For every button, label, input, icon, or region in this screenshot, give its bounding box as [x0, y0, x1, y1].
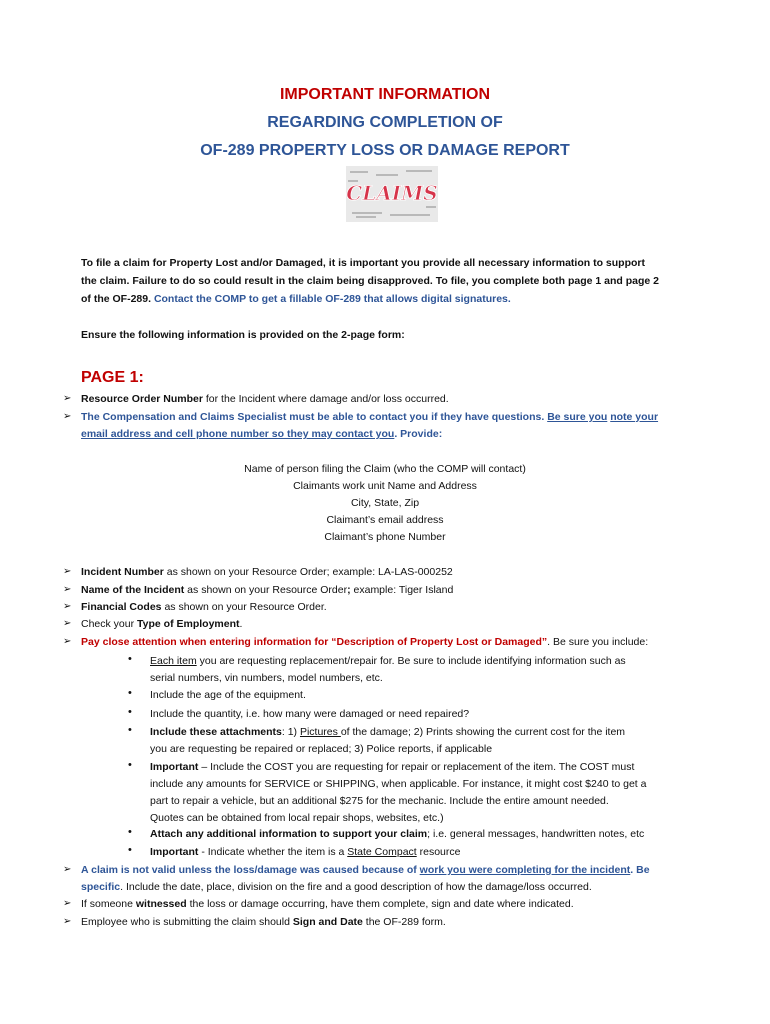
bullet-icon: • — [128, 724, 132, 736]
arrow-bullet-icon: ➢ — [63, 636, 72, 647]
intro-line-2: the claim. Failure to do so could result in the claim being disapproved. To file, you complete both page 1 and page 2 — [81, 275, 659, 287]
arrow-bullet-icon: ➢ — [63, 584, 72, 595]
sub-age: Include the age of the equipment. — [150, 689, 306, 701]
claims-logo — [346, 166, 438, 222]
intro-line-3a: of the OF-289. — [81, 293, 152, 305]
arrow-bullet-icon: ➢ — [63, 864, 72, 875]
item-witness: If someone witnessed the loss or damage occurring, have them complete, sign and date where indicated. — [81, 898, 574, 910]
item-claim-valid: A claim is not valid unless the loss/damage was caused because of work you were completing for the incident. Be specific. Include the date, place, division on the fire and a good description of how the damage/loss occurred. — [81, 864, 650, 893]
arrow-bullet-icon: ➢ — [63, 393, 72, 404]
provide-work-unit: Claimants work unit Name and Address — [293, 480, 477, 492]
item-incident-name: Name of the Incident as shown on your Resource Order; example: Tiger Island — [81, 584, 454, 596]
item-resource-order: Resource Order Number for the Incident where damage and/or loss occurred. — [81, 393, 449, 405]
intro-line-3 — [81, 290, 691, 308]
arrow-bullet-icon: ➢ — [63, 618, 72, 629]
bullet-icon: • — [128, 687, 132, 699]
sub-quantity: Include the quantity, i.e. how many were damaged or need repaired? — [150, 708, 470, 720]
sub-cost: Important – Include the COST you are requesting for repair or replacement of the item. The COST must include any amounts for SERVICE or SHIPPING, when applicable. For instance, it might cost $240 to get a part to repair a vehicle, but an additional $275 for the mechanic. Include the entire amount needed. Quotes can be obtained from local repair shops, websites, etc.) — [150, 761, 647, 824]
title-line-1: IMPORTANT INFORMATION — [279, 86, 491, 103]
sub-attachments: Include these attachments: 1) Pictures of the damage; 2) Prints showing the current cost for the item you are requesting be repaired or replaced; 3) Police reports, if applicable — [150, 726, 626, 755]
page1-heading: PAGE 1: — [81, 369, 144, 386]
ensure-text: Ensure the following information is provided on the 2-page form: — [81, 329, 405, 341]
bullet-icon: • — [128, 844, 132, 856]
provide-email: Claimant’s email address — [326, 514, 444, 526]
sub-additional-info: Attach any additional information to support your claim; i.e. general messages, handwritten notes, etc — [150, 828, 645, 840]
item-employment-type: Check your Type of Employment. — [81, 618, 243, 630]
arrow-bullet-icon: ➢ — [63, 601, 72, 612]
arrow-bullet-icon: ➢ — [63, 898, 72, 909]
intro-paragraph — [81, 254, 691, 308]
intro-line-1: To file a claim for Property Lost and/or Damaged, it is important you provide all necessary information to support — [81, 257, 645, 269]
provide-city: City, State, Zip — [350, 497, 420, 509]
provide-name: Name of person filing the Claim (who the COMP will contact) — [244, 463, 526, 475]
provide-phone: Claimant’s phone Number — [324, 531, 446, 543]
arrow-bullet-icon: ➢ — [63, 411, 72, 422]
item-incident-number: Incident Number as shown on your Resource Order; example: LA-LAS-000252 — [81, 566, 453, 578]
item-contact-info: The Compensation and Claims Specialist must be able to contact you if they have questions. Be sure you note your email address and cell phone number so they may contact you. Provide: — [81, 411, 659, 440]
item-sign-date: Employee who is submitting the claim should Sign and Date the OF-289 form. — [81, 916, 446, 928]
contact-comp-text: Contact the COMP to get a fillable OF-289 that allows digital signatures. — [153, 293, 511, 305]
title-line-2: REGARDING COMPLETION OF — [267, 114, 503, 131]
sub-each-item: Each item you are requesting replacement/repair for. Be sure to include identifying information such as serial numbers, vin numbers, model numbers, etc. — [150, 655, 626, 684]
item-description: Pay close attention when entering information for “Description of Property Lost or Damaged”. Be sure you include: — [81, 636, 649, 648]
bullet-icon: • — [128, 826, 132, 838]
arrow-bullet-icon: ➢ — [63, 916, 72, 927]
arrow-bullet-icon: ➢ — [63, 566, 72, 577]
sub-state-compact: Important - Indicate whether the item is a State Compact resource — [150, 846, 461, 858]
item-financial-codes: Financial Codes as shown on your Resource Order. — [81, 601, 327, 613]
bullet-icon: • — [128, 706, 132, 718]
bullet-icon: • — [128, 653, 132, 665]
logo-text: CLAIMS — [346, 181, 438, 205]
title-line-3: OF-289 PROPERTY LOSS OR DAMAGE REPORT — [200, 142, 570, 159]
bullet-icon: • — [128, 759, 132, 771]
